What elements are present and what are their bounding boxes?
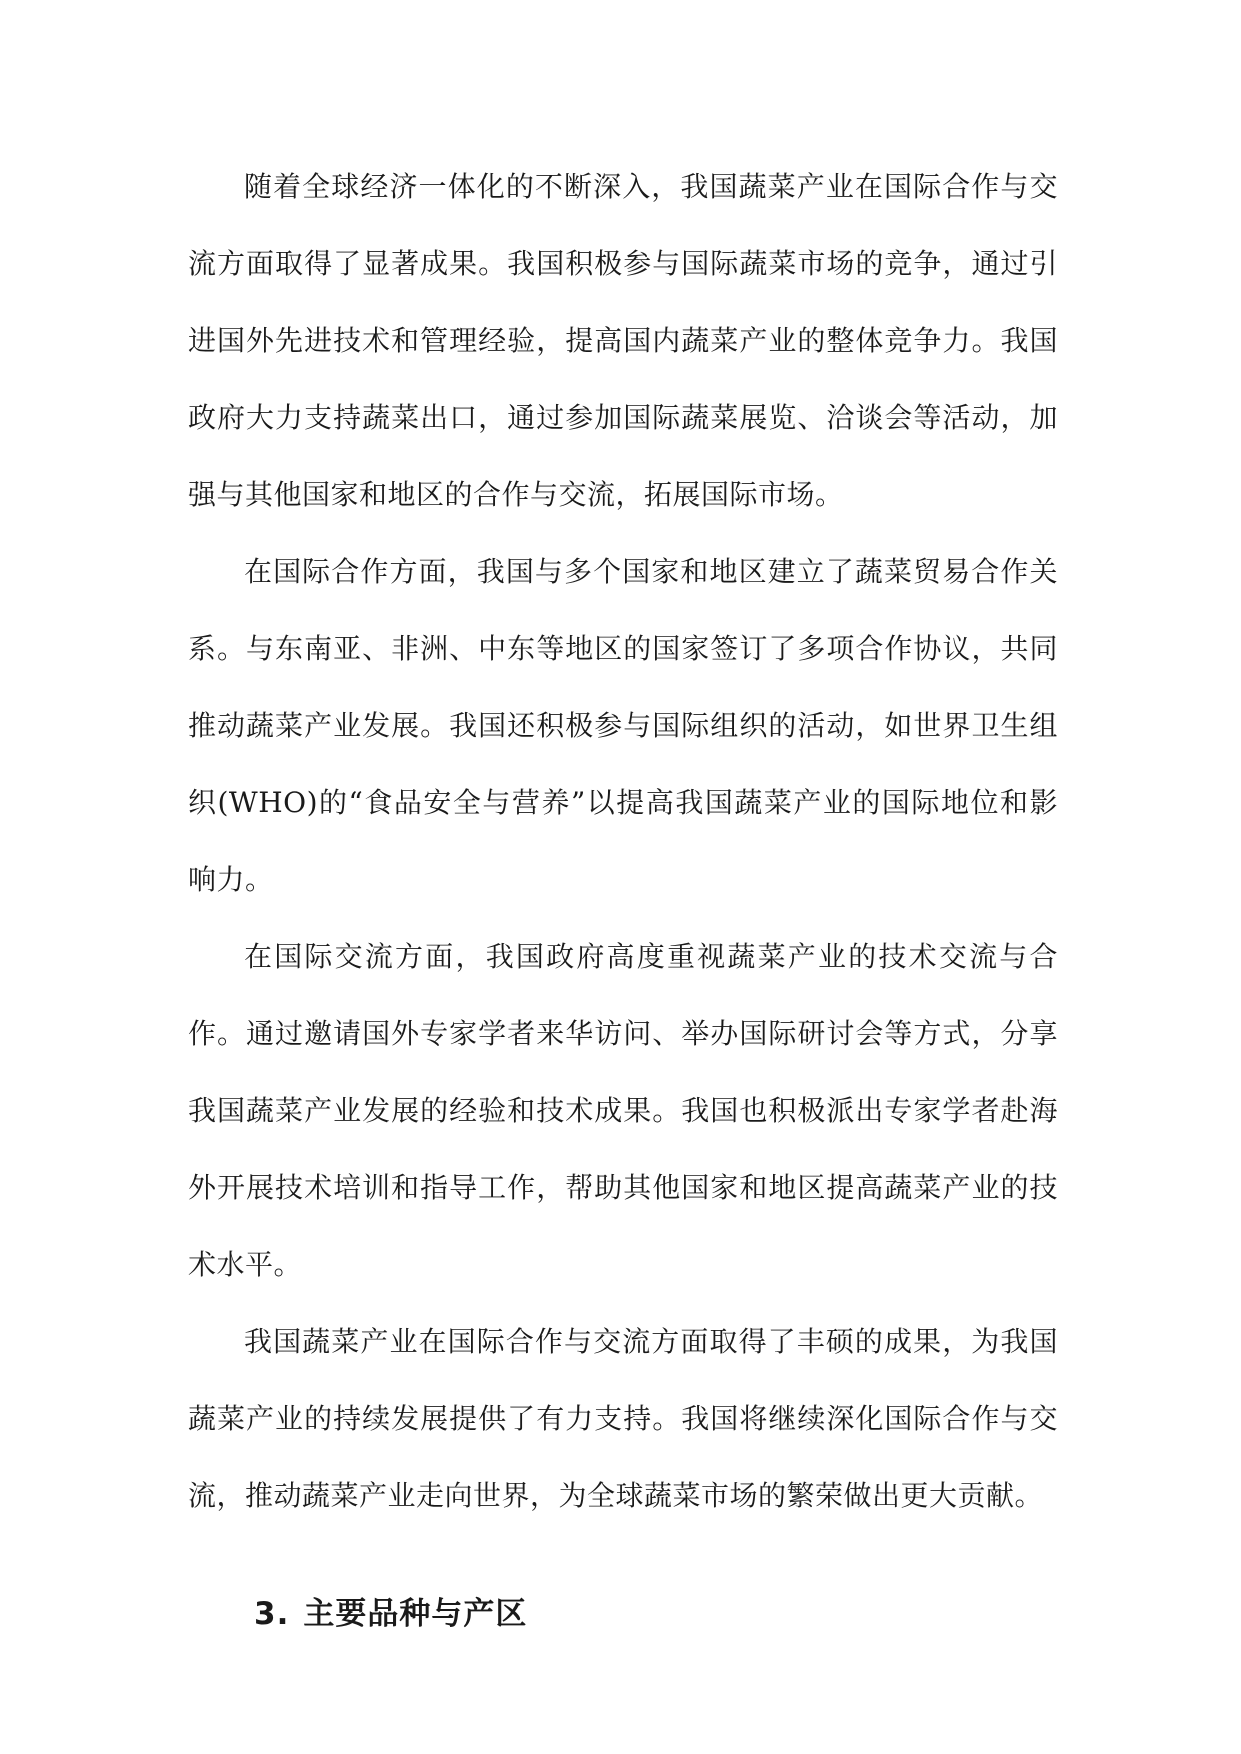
section-heading	[254, 1584, 1058, 1644]
paragraph-international-exchange: 在国际交流方面，我国政府高度重视蔬菜产业的技术交流与合作。通过邀请国外专家学者来华访问、举办国际研讨会等方式，分享我国蔬菜产业发展的经验和技术成果。我国也积极派出专家学者赴海外开展技术培训和指导工作，帮助其他国家和地区提高蔬菜产业的技术水平。	[188, 940, 1058, 1281]
paragraph-international-cooperation-overview: 随着全球经济一体化的不断深入，我国蔬菜产业在国际合作与交流方面取得了显著成果。我国积极参与国际蔬菜市场的竞争，通过引进国外先进技术和管理经验，提高国内蔬菜产业的整体竞争力。我国政府大力支持蔬菜出口，通过参加国际蔬菜展览、洽谈会等活动，加强与其他国家和地区的合作与交流，拓展国际市场。	[188, 170, 1058, 511]
document-body	[188, 148, 1058, 1644]
paragraph-international-cooperation: 在国际合作方面，我国与多个国家和地区建立了蔬菜贸易合作关系。与东南亚、非洲、中东等地区的国家签订了多项合作协议，共同推动蔬菜产业发展。我国还积极参与国际组织的活动，如世界卫生组织(WHO)的“食品安全与营养”以提高我国蔬菜产业的国际地位和影响力。	[188, 555, 1058, 896]
section-title: 主要品种与产区	[303, 1596, 528, 1632]
paragraph-summary: 我国蔬菜产业在国际合作与交流方面取得了丰硕的成果，为我国蔬菜产业的持续发展提供了有力支持。我国将继续深化国际合作与交流，推动蔬菜产业走向世界，为全球蔬菜市场的繁荣做出更大贡献。	[188, 1325, 1058, 1512]
section-number: 3.	[254, 1596, 290, 1632]
